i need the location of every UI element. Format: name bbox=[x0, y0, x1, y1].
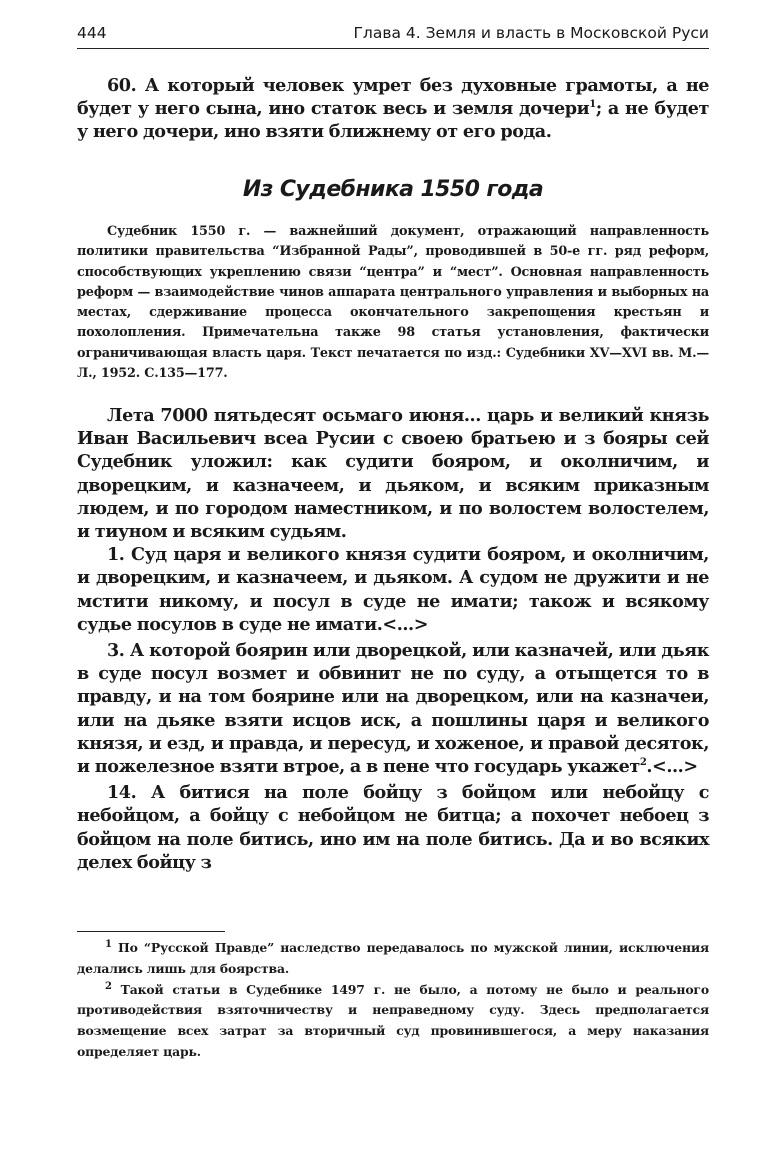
footnote-mark-1: 1 bbox=[105, 938, 112, 950]
section-intro: Судебник 1550 г. — важнейший документ, отражающий направленность политики правительства “Избранной Рады”, проводившей в 50-е гг. ряд реформ, способствующих укреплению связи “центра” и “мест”. Основная направленность реформ — взаимодействие чинов аппарата центрального управления и выборных на местах, сдерживание процесса окончательного закрепощения крестьян и похолопления. Примечательна также 98 статья установления, фактически ограничивающая власть царя. Текст печатается по изд.: Судебники XV—XVI вв. М.—Л., 1952. С.135—177. bbox=[77, 224, 709, 382]
footnote-2-text: Такой статьи в Судебнике 1497 г. не было, а потому не было и реального противодействия взяточничеству и неправедному суду. Здесь предполагается возмещение всех затрат за вторичный суд провинившегося, а меру наказания определяет царь. bbox=[77, 981, 709, 1059]
footnote-mark-2: 2 bbox=[105, 980, 112, 992]
article-60-text-before: 60. А который человек умрет без духовные грамоты, а не будет у него сына, ино статок весь и земля дочери bbox=[77, 75, 709, 120]
page-number: 444 bbox=[77, 24, 107, 42]
footnote-1 bbox=[77, 938, 709, 980]
running-header bbox=[77, 22, 709, 49]
article-3 bbox=[77, 639, 709, 778]
footnotes bbox=[77, 938, 709, 1063]
main-text bbox=[77, 404, 709, 874]
footnote-2 bbox=[77, 980, 709, 1063]
footnote-divider bbox=[77, 931, 225, 932]
footnote-ref-1[interactable]: 1 bbox=[589, 99, 596, 111]
article-14: 14. А битися на поле бойцу з бойцом или небойцу с небойцом, а бойцу с небойцом не битца; а похочет небоец з бойцом на поле битись, ино им на поле битись. Да и во всяких делех бойцу з bbox=[77, 782, 709, 873]
article-60-text-after: ; а не будет у него дочери, ино взяти ближнему от его рода. bbox=[77, 98, 709, 143]
footnote-1-text: По “Русской Правде” наследство передавалось по мужской линии, исключения делались лишь для боярства. bbox=[77, 940, 709, 976]
article-3-text-after: .<...> bbox=[646, 756, 698, 778]
article-60 bbox=[77, 74, 709, 144]
article-1: 1. Суд царя и великого князя судити бояром, и околничим, и дворецким, и казначеем, и дьяком. А судом не дружити и не мстити никому, и посул в суде не имати; також и всякому судье посулов в суде не имати.<...> bbox=[77, 544, 709, 635]
article-3-text-before: 3. А которой боярин или дворецкой, или казначей, или дьяк в суде посул возмет и обвинит не по суду, а отыщется то в правду, и на том боярине или на дворецком, или на казначеи, или на дьяке взяти исцов иск, а пошлины царя и великого князя, и езд, и правда, и пересуд, и хоженое, и правой десяток, и пожелезное взяти втрое, а в пене что государь укажет bbox=[77, 640, 709, 778]
preamble: Лета 7000 пятьдесят осьмаго июня... царь и великий князь Иван Васильевич всеа Русии с своею братьею и з бояры сей Судебник уложил: как судити бояром, и околничим, и дворецким, и казначеем, и дьяком, и всяким приказным людем, и по городом наместником, и по волостем волостелем, и тиуном и всяким судьям. bbox=[77, 405, 709, 543]
footnote-ref-2[interactable]: 2 bbox=[639, 757, 647, 769]
section-title: Из Судебника 1550 года bbox=[242, 177, 544, 202]
chapter-title: Глава 4. Земля и власть в Московской Руси bbox=[353, 24, 709, 42]
